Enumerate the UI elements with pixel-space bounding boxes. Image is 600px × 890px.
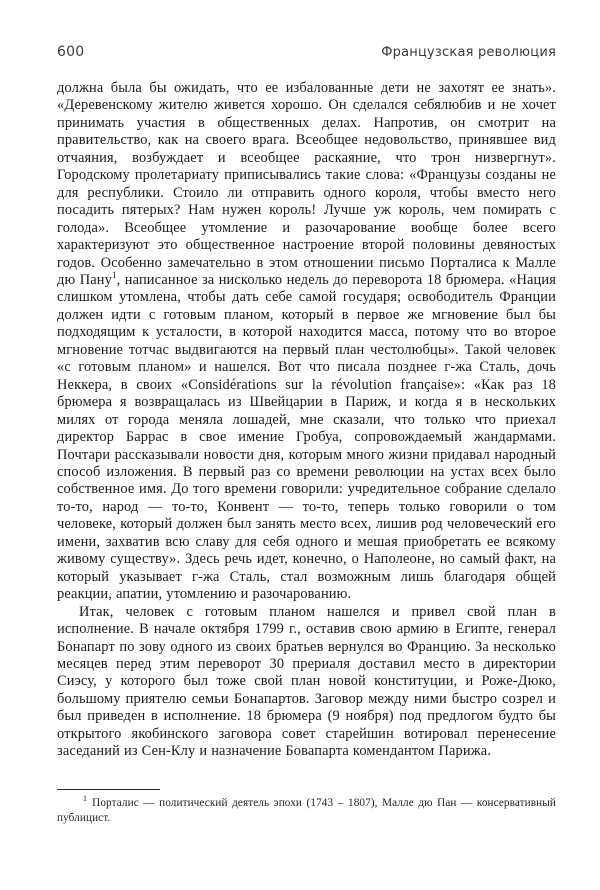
footnote-separator-rule: [57, 789, 160, 790]
running-head: [57, 44, 556, 64]
footnote-number: 1: [83, 794, 88, 804]
page-number: 600: [57, 44, 85, 60]
footnote-area: [57, 789, 556, 825]
paragraph-1-segment-c: »: «Как раз 18 брюмера я возвращалась из Швейцарии в Париж, и когда я в нескольких милях от города меняла лошадей, мне сказали, что только что приехал директор Баррас в свое имение Гробуа, сопровождаемый жандармами. Почтари рассказывали новости дня, которым много жизни придавал народный способ изложения. В первый раз со времени революции на устах всех было собственное имя. До того времени говорили: учредительное собрание сделало то-то, народ — то-то, Конвент — то-то, теперь только говорили о том человеке, который должен был занять место всех, лишив род человеческий его имени, захватив всю славу для себя одного и мешая приобретать ее всякому живому существу». Здесь речь идет, конечно, о Наполеоне, но самый факт, на который указывает г-жа Сталь, стал возможным лишь благодаря общей реакции, апатии, утомлению и разочарованию.: [57, 376, 557, 603]
paragraph-2: Итак, человек с готовым планом нашелся и привел свой план в исполнение. В начале октября 1799 г., оставив свою армию в Египте, генерал Бонапарт по зову одного из своих братьев вернулся во Францию. За несколько месяцев перед этим переворот 30 прериаля доставил место в директории Сиэсу, у которого был тоже свой план новой конституции, и Роже-Дюко, большому приятелю семьи Бонапартов. Заговор между ними быстро созрел и был приведен в исполнение. 18 брюмера (9 ноября) под предлогом будто бы открытого якобинского заговора совет старейшин вотировал перенесение заседаний из Сен-Клу и назначение Бовапарта комендантом Парижа.: [57, 603, 556, 760]
footnote-entry: [57, 796, 556, 825]
running-title: Французская революция: [381, 45, 556, 60]
footnote-reference-marker[interactable]: 1: [111, 270, 117, 281]
footnote-text: Порталис — политический деятель эпохи (1743 – 1807), Малле дю Пан — консервативный публицист.: [57, 797, 556, 824]
french-work-title: Considérations sur la révolution française: [188, 376, 454, 393]
text-column: [57, 80, 556, 761]
paragraph-1-segment-a: должна была бы ожидать, что ее избалованные дети не захотят ее знать». «Деревенскому жителю живется хорошо. Он сделался себялюбив и не хочет принимать участия в общественных делах. Напротив, он смотрит на правительство, как на своего врага. Всеобщее недовольство, принявшее вид отчаяния, возбуждает и всеобщее раскаяние, что трон низвергнут». Городскому пролетариату приписывались такие слова: «Французы созданы не для республики. Стоило ли отправить одного короля, чтобы вместо него посадить пятерых? Нам нужен король! Лучше уж король, чем помирать с голода». Всеобщее утомление и разочарование вообще более всего характеризуют это общественное настроение второй половины девяностых годов. Особенно замечательно в этом отношении письмо Порталиса к Малле дю Пану: [57, 80, 556, 288]
paragraph-1-segment-b: , написанное за нисколько недель до переворота 18 брюмера. «Нация слишком утомлена, чтобы дать себе самой государя; освободитель Франции должен идти с готовым планом, который в первое же мгновение был бы подходящим к усталости, в которой находится масса, потому что во второе мгновение тотчас выдвигаются на первый план честолюбцы». Такой человек «с готовым планом» и нашелся. Вот что писала позднее г-жа Сталь, дочь Неккера, в своих «: [57, 271, 556, 393]
paragraph-1: [57, 80, 556, 604]
